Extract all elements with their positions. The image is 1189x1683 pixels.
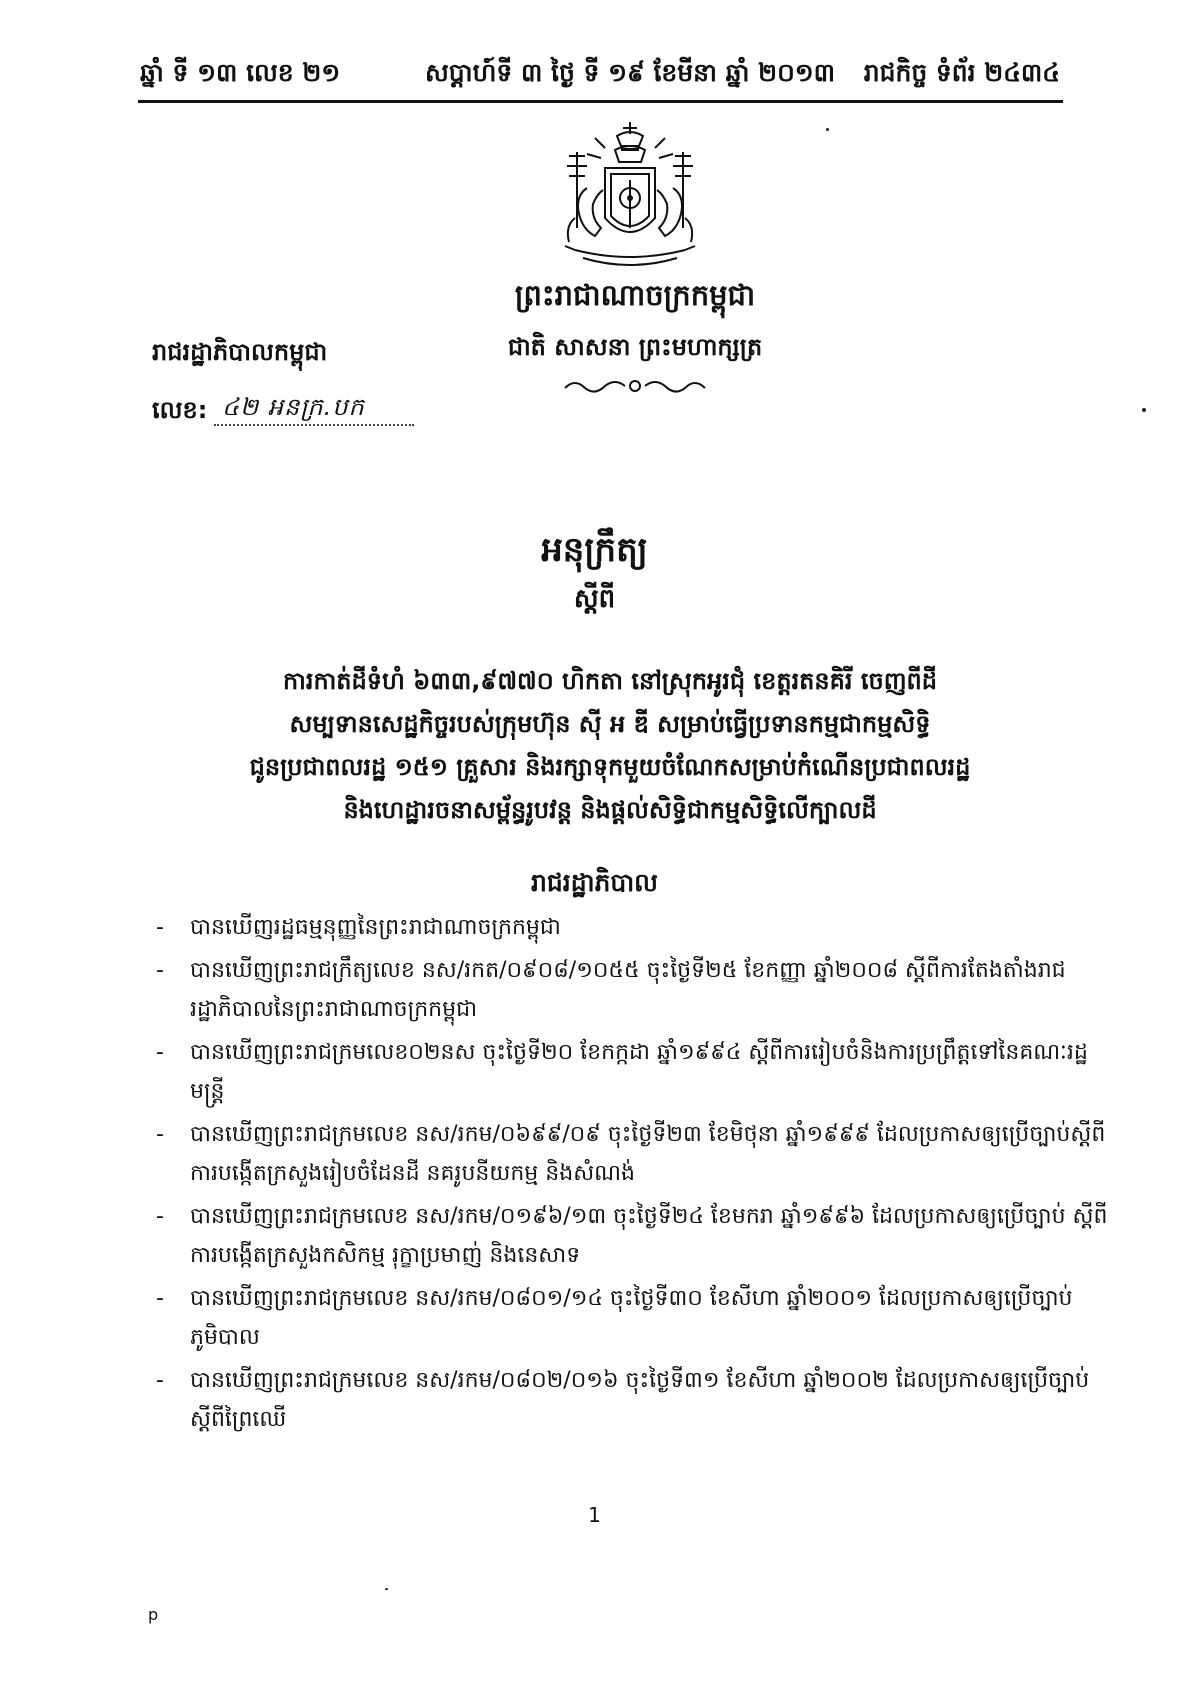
recital-text: បានឃើញព្រះរាជក្រមលេខ នស/រកម/០១៩៦/១៣ ចុះថ្ងៃទី២៤ ខែមករា ឆ្នាំ១៩៩៦ ដែលប្រកាសឲ្យប្រើច្បាប់ ស្តីពីការបង្កើតក្រសួងកសិកម្ម រុក្ខាប្រមាញ់ និងនេសាទ: [190, 1204, 1108, 1268]
header-rule: [138, 100, 1063, 103]
corner-mark: p: [148, 1605, 159, 1624]
subject-line: សម្បទានសេដ្ឋកិច្ចរបស់ក្រុមហ៊ុន ស៊ី អ ឌី សម្រាប់ធ្វើប្រទានកម្មជាកម្មសិទ្ធិ: [289, 710, 931, 738]
recital-item: [152, 1361, 1110, 1439]
kingdom-title: ព្រះរាជាណាចក្រកម្ពុជា: [514, 278, 756, 312]
recital-item: [152, 1033, 1110, 1111]
dash-bullet: -: [156, 1286, 164, 1311]
dash-bullet: -: [156, 1122, 164, 1147]
reference-label: លេខ:: [152, 396, 208, 424]
recital-item: [152, 1279, 1110, 1357]
recital-text: បានឃើញព្រះរាជក្រឹត្យលេខ នស/រកត/០៩០៨/១០៥៥ ចុះថ្ងៃទី២៥ ខែកញ្ញា ឆ្នាំ២០០៨ ស្តីពីការតែងតាំងរាជរដ្ឋាភិបាលនៃព្រះរាជាណាចក្រកម្ពុជា: [190, 958, 1066, 1022]
royal-arms-emblem: [535, 118, 725, 278]
gazette-issue: ឆ្នាំ ទី ១៣ លេខ ២១: [140, 58, 341, 87]
dash-bullet: -: [156, 1040, 164, 1065]
subject-line: ជូនប្រជាពលរដ្ឋ ១៥១ គ្រួសារ និងរក្សាទុកមួយចំណែកសម្រាប់កំណើនប្រជាពលរដ្ឋ: [249, 753, 971, 781]
subject-line: ការកាត់ដីទំហំ ៦៣៣,៩៧៧០ ហិកតា នៅស្រុកអូរជុំ ខេត្តរតនគិរី ចេញពីដី: [282, 667, 938, 695]
reference-dotted-line: [214, 424, 414, 426]
about-label: ស្តីពី: [573, 584, 616, 614]
reference-number: ៤២ អនក្រ.បក: [222, 393, 365, 421]
ornament-divider: [545, 374, 725, 398]
recital-text: បានឃើញព្រះរាជក្រមលេខ នស/រកម/០៦៩៩/០៩ ចុះថ្ងៃទី២៣ ខែមិថុនា ឆ្នាំ១៩៩៩ ដែលប្រកាសឲ្យប្រើច្បាប់ស្តីពីការបង្កើតក្រសួងរៀបចំដែនដី នគរូបនីយកម្ម និងសំណង់: [190, 1122, 1106, 1186]
recital-item: [152, 908, 1110, 947]
gazette-header: [140, 58, 1060, 98]
subject-line: និងហេដ្ឋារចនាសម្ព័ន្ធរូបវន្ត និងផ្តល់សិទ្ធិជាកម្មសិទ្ធិលើក្បាលដី: [343, 796, 877, 824]
dash-bullet: -: [156, 1204, 164, 1229]
scan-speck: [826, 128, 829, 131]
issuing-authority: រាជរដ្ឋាភិបាលកម្ពុជា: [152, 338, 328, 366]
recital-item: [152, 951, 1110, 1029]
dash-bullet: -: [156, 958, 164, 983]
recital-text: បានឃើញរដ្ឋធម្មនុញ្ញនៃព្រះរាជាណាចក្រកម្ពុជា: [190, 915, 561, 940]
dash-bullet: -: [156, 915, 164, 940]
recital-text: បានឃើញព្រះរាជក្រមលេខ នស/រកម/០៨០១/១៤ ចុះថ្ងៃទី៣០ ខែសីហា ឆ្នាំ២០០១ ដែលប្រកាសឲ្យប្រើច្បាប់ភូមិបាល: [190, 1286, 1073, 1350]
scan-speck: [385, 1588, 388, 1590]
national-motto: ជាតិ សាសនា ព្រះមហាក្សត្រ: [507, 333, 763, 361]
recital-list: [152, 908, 1110, 1443]
recital-text: បានឃើញព្រះរាជក្រមលេខ០២នស ចុះថ្ងៃទី២០ ខែកក្កដា ឆ្នាំ១៩៩៤ ស្តីពីការរៀបចំនិងការប្រព្រឹត្តទៅនៃគណៈរដ្ឋមន្ត្រី: [190, 1040, 1088, 1104]
recital-item: [152, 1115, 1110, 1193]
dash-bullet: -: [156, 1368, 164, 1393]
document-type: អនុក្រឹត្យ: [541, 530, 648, 570]
gazette-page: រាជកិច្ច ទំព័រ ២៤៣៤: [863, 58, 1060, 87]
recital-item: [152, 1197, 1110, 1275]
document-subject: [210, 660, 1010, 832]
government-heading: រាជរដ្ឋាភិបាល: [531, 868, 658, 897]
recital-text: បានឃើញព្រះរាជក្រមលេខ នស/រកម/០៨០២/០១៦ ចុះថ្ងៃទី៣១ ខែសីហា ឆ្នាំ២០០២ ដែលប្រកាសឲ្យប្រើច្បាប់ស្តីពីព្រៃឈើ: [190, 1368, 1090, 1432]
gazette-date: សប្តាហ៍ទី ៣ ថ្ងៃ ទី ១៩ ខែមីនា ឆ្នាំ ២០១៣: [425, 58, 836, 87]
page-number: 1: [588, 1503, 601, 1527]
scan-speck: [1142, 408, 1146, 412]
